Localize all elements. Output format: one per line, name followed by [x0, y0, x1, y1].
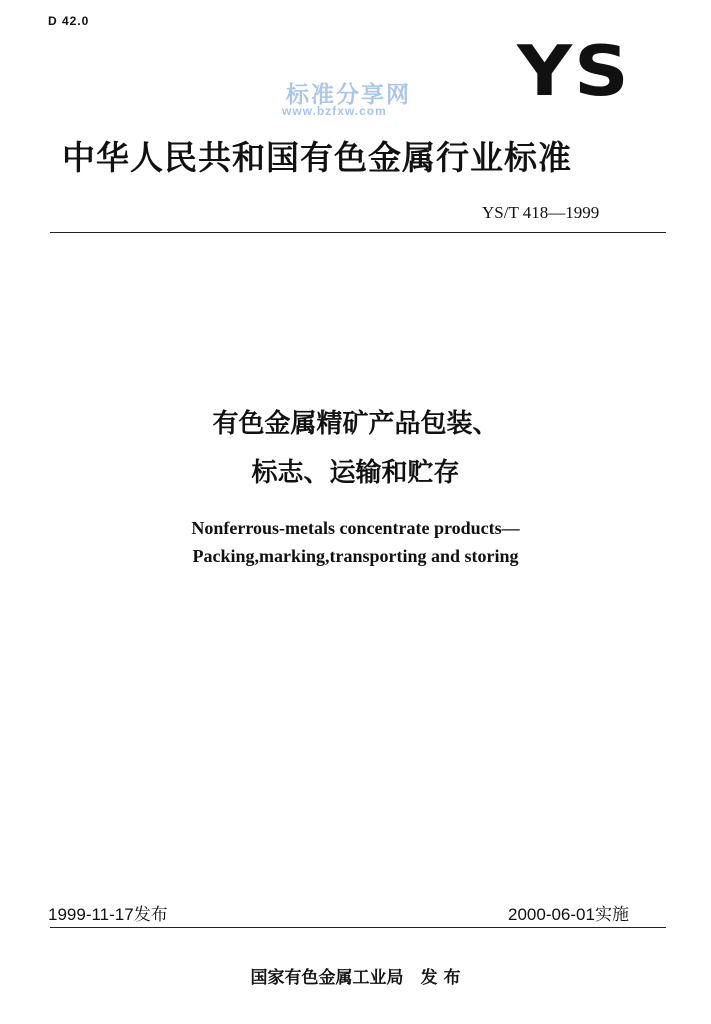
- watermark-text: 标准分享网: [286, 82, 411, 108]
- watermark-url: www.bzfxw.com: [282, 104, 387, 118]
- document-title-en-line2: Packing,marking,transporting and storing: [192, 546, 519, 566]
- issue-date: 1999-11-17发布: [48, 905, 168, 924]
- document-title-en-line1: Nonferrous-metals concentrate products—: [191, 518, 520, 538]
- top-divider: [50, 232, 666, 233]
- implementation-date: 2000-06-01实施: [508, 905, 629, 924]
- document-title-cn-line2: 标志、运输和贮存: [251, 458, 460, 488]
- publisher: 国家有色金属工业局 发 布: [250, 968, 461, 988]
- standard-code: YS/T 418—1999: [482, 203, 600, 222]
- bottom-divider: [50, 927, 666, 928]
- standard-title: 中华人民共和国有色金属行业标准: [62, 138, 572, 177]
- classification-code: D 42.0: [48, 14, 90, 28]
- ys-logo: YS: [517, 29, 631, 112]
- document-title-cn-line1: 有色金属精矿产品包装、: [212, 409, 499, 439]
